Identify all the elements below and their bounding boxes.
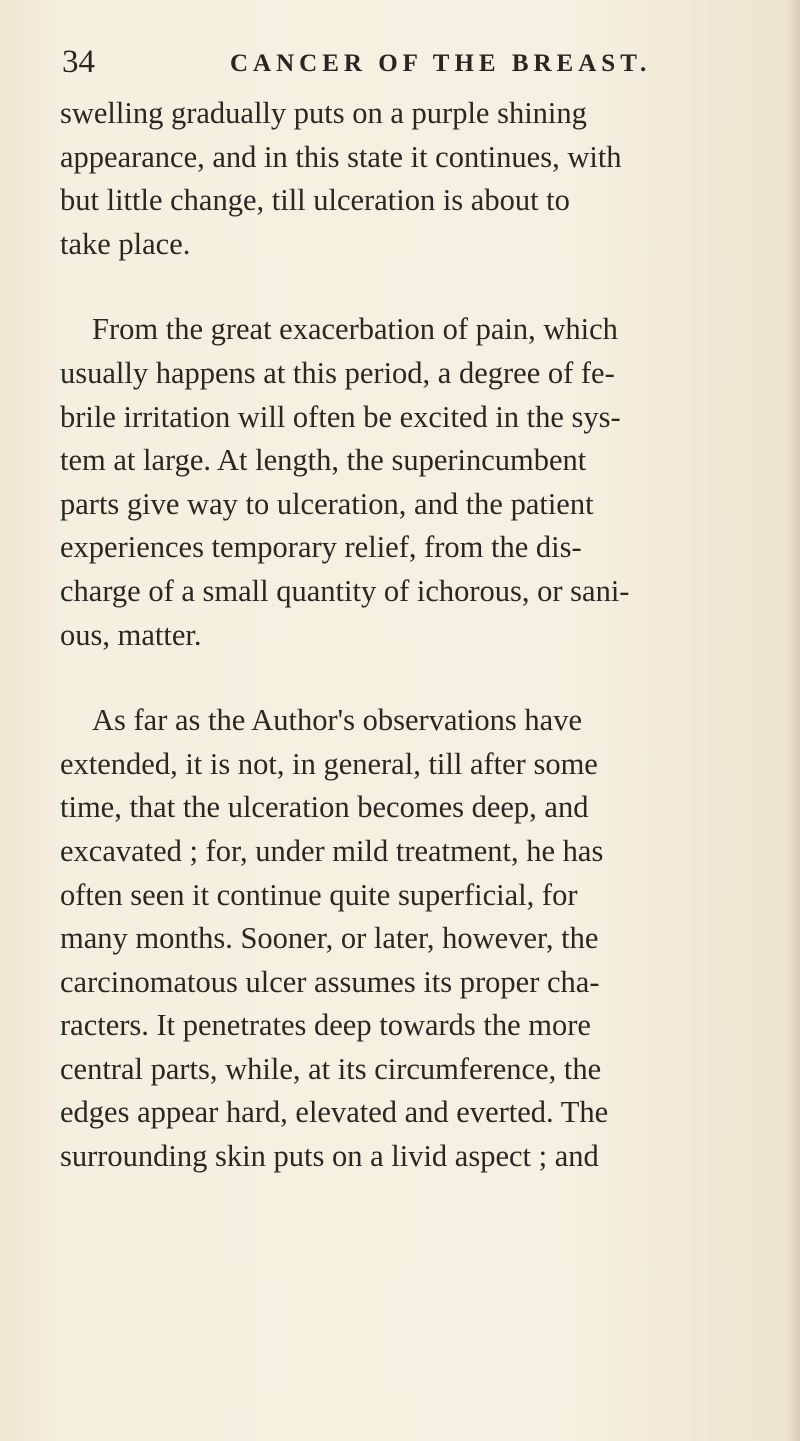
text-line: charge of a small quantity of ichorous, or sani- [60,573,630,608]
body-text [60,92,790,1179]
text-line: brile irritation will often be excited in the sys- [60,399,621,434]
text-line: parts give way to ulceration, and the patient [60,486,594,521]
text-line: swelling gradually puts on a purple shining [60,96,587,130]
text-line: ous, matter. [60,617,202,652]
text-line: From the great exacerbation of pain, which [92,312,618,347]
text-line: extended, it is not, in general, till after some [60,746,598,781]
text-line: appearance, and in this state it continues, with [60,139,622,174]
text-line: edges appear hard, elevated and everted. The [60,1095,609,1130]
page-header [62,42,702,90]
text-line: usually happens at this period, a degree of fe- [60,355,615,390]
text-line: excavated ; for, under mild treatment, he has [60,833,604,868]
page-number: 34 [62,44,95,80]
text-line: racters. It penetrates deep towards the more [60,1008,591,1043]
text-line: many months. Sooner, or later, however, the [60,921,599,956]
text-line: tem at large. At length, the superincumbent [60,443,587,478]
paragraph-2 [60,308,790,657]
text-line: As far as the Author's observations have [92,703,582,738]
paragraph-3 [60,699,790,1179]
text-line: experiences temporary relief, from the dis- [60,530,582,565]
paragraph-1 [60,92,790,266]
text-line: surrounding skin puts on a livid aspect ; and [60,1139,599,1174]
text-line: take place. [60,226,191,261]
text-line: often seen it continue quite superficial, for [60,877,578,912]
text-line: but little change, till ulceration is about to [60,183,570,218]
text-line: central parts, while, at its circumference, the [60,1051,602,1086]
text-line: carcinomatous ulcer assumes its proper cha- [60,964,600,999]
running-head: CANCER OF THE BREAST. [230,50,652,77]
text-line: time, that the ulceration becomes deep, and [60,790,589,825]
